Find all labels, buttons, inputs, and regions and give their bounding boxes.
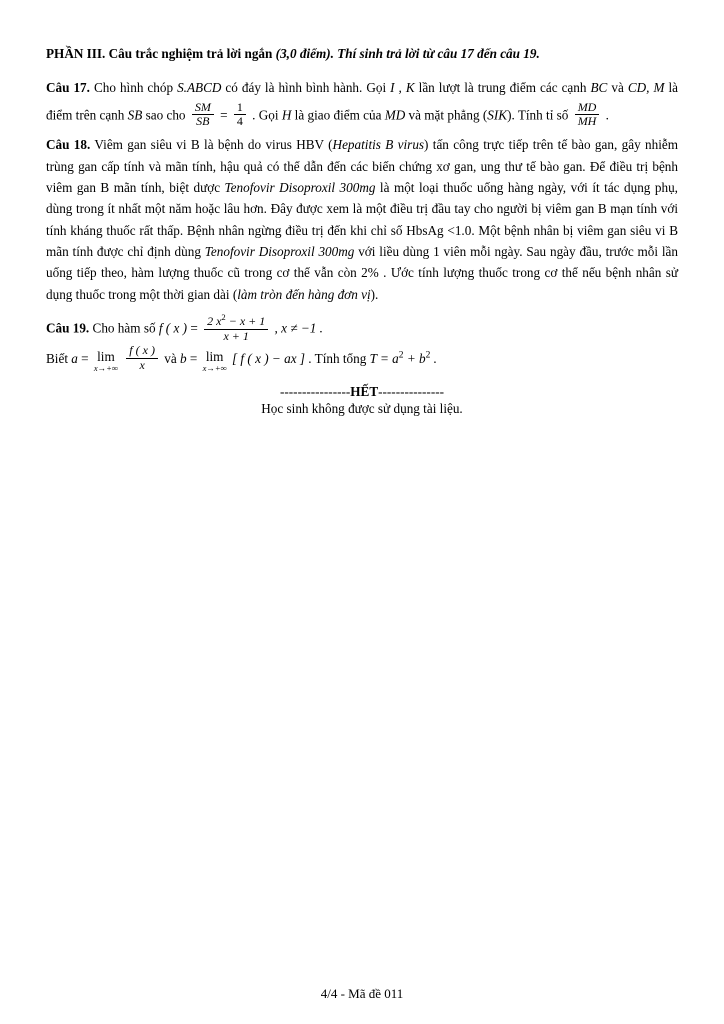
question-19-line-2 [46,345,678,374]
q17-paren-open: ( [482,106,488,122]
question-18 [46,134,678,305]
q19-frac-num-b: − x + 1 [225,314,266,329]
q17-frac2-denominator: 4 [234,114,246,129]
q19-equals: = [190,320,198,336]
q17-frac-numerator: SM [194,99,211,114]
q17-fraction-md-mh [575,101,600,130]
q17-math-sabcd: S.ABCD [177,80,222,96]
q17-equals: = [220,106,228,122]
q19-limit-2-op: lim [205,349,224,365]
q19-math-fx: f ( x ) [158,320,188,336]
q19-limit-2 [203,350,227,373]
q19-frac-num-exponent: 2 [221,312,226,323]
q17-frac3-denominator: MH [575,114,600,129]
q17-text-4: và [611,80,624,96]
question-18-label: Câu 18. [46,137,91,153]
q18-text-4: với liều dùng 1 viên mỗi ngày. Sau ngày đầu, trước mỗi lần uống tiếp theo, hàm lượng thuốc cũ trong cơ thể vẫn còn 2% . Ước tính lượng thuốc trong cơ thể nếu bệnh nhân sử dụng thuốc trong một thời gian dài ( [46,244,678,302]
q18-text-3: là một loại thuốc uống hàng ngày, với ít tác dụng phụ, dùng trong ít nhất một năm hoặc lâu hơn. Đây được xem là một điều trị đầu tay cho người bị viêm gan B mạn tính với tính kháng thuốc rất thấp. Bệnh nhân ngừng điều trị đến khi chỉ số HbsAg <1.0. Một bệnh nhân bị viêm gan siêu vi B mãn tính được chỉ định dùng [46,179,678,260]
q19-math-a: a [71,350,78,366]
q18-text-5: ). [370,286,379,302]
question-19-label: Câu 19. [46,320,90,336]
q17-frac3-numerator: MD [577,99,597,114]
q19-equals-1: = [81,350,89,366]
q17-fraction-sm-sb [192,101,214,130]
q19-T-a: T = a [369,350,399,366]
q17-text-7: Gọi [258,106,279,122]
q19-text-tinhtong: . Tính tổng [308,350,367,366]
end-marker-dashes-left: ---------------- [280,384,351,399]
q17-frac2-numerator: 1 [236,99,243,114]
q17-frac-denominator: SB [192,114,214,129]
q17-math-ik: I , K [390,80,415,96]
q19-text-biet: Biết [46,350,68,366]
q18-text-1: Viêm gan siêu vi B là bệnh do virus HBV ( [94,137,333,153]
q19-text-va: và [164,350,177,366]
q17-math-md: MD [384,106,406,122]
end-marker-text: HẾT [350,384,379,399]
q17-math-sb: SB [127,106,143,122]
section-heading-bold: PHẦN III. Câu trắc nghiệm trả lời ngắn [46,46,273,61]
q19-limit-1-sub: x→+∞ [93,362,118,373]
page-footer: 4/4 - Mã đề 011 [320,986,404,1001]
section-heading [46,44,678,63]
q19-math-T [370,351,437,366]
q18-italic-1: Hepatitis B virus [332,137,425,153]
q17-math-bc: BC [590,80,608,96]
q17-text-6: sao cho [145,106,186,122]
q19-limit-expression: [ f ( x ) − ax ] [231,350,305,366]
question-19-line-1 [46,314,678,345]
q17-text-2: có đáy là hình bình hành. Gọi [225,80,387,96]
q19-condition: , x ≠ −1 . [274,320,323,336]
q19-T-mid: + b [403,350,426,366]
question-17-label: Câu 17. [46,80,90,96]
q19-T-sup-1: 2 [398,350,404,361]
q17-math-cd: CD, [627,80,650,96]
q19-math-b: b [179,350,187,366]
q17-math-sik: SIK [487,106,508,122]
q17-text-3: lần lượt là trung điểm các cạnh [418,80,587,96]
q17-text-5: là điểm trên cạnh [46,80,679,122]
q17-period-1: . [252,106,256,122]
q19-T-sup-2: 2 [425,350,431,361]
q19-fraction-fx-over-x [126,344,158,373]
q17-math-m: M [653,80,665,96]
exam-notice: Học sinh không được sử dụng tài liệu. [261,401,463,416]
q19-frac-numerator [204,313,268,329]
q17-fraction-one-quarter [234,101,246,130]
end-marker [46,384,678,400]
q19-frac-num-a: 2 x [207,314,222,329]
q18-italic-3: Tenofovir Disoproxil 300mg [204,244,355,260]
section-heading-bold-italic: (3,0 điểm). Thí sinh trả lời từ câu 17 đến câu 19. [275,46,540,61]
q19-frac-denominator: x + 1 [204,329,268,344]
q17-period-2: . [605,106,609,122]
q19-text-1: Cho hàm số [92,320,156,336]
q18-italic-4: làm tròn đến hàng đơn vị [237,286,371,302]
q19-T-end: . [430,350,437,366]
q19-equals-2: = [189,350,198,366]
q18-text-2: ) tấn công trực tiếp trên tế bào gan, gây nhiễm trùng gan cấp tính và mãn tính, hậu quả có thể dẫn đến các biến chứng xơ gan, ung thư tế bào gan. Để điều trị bệnh viêm gan B mãn tính, biệt dược [46,137,678,195]
q19-frac2-denominator: x [126,358,158,373]
end-marker-dashes-right: --------------- [378,384,444,399]
q17-text-1: Cho hình chóp [93,80,174,96]
q17-text-8: là giao điểm của [294,106,382,122]
q19-fraction-fx [204,313,268,344]
q19-frac2-numerator: f ( x ) [129,343,155,358]
q19-limit-2-sub: x→+∞ [202,362,227,373]
q17-text-9: và mặt phẳng [408,106,480,122]
question-17 [46,75,678,130]
q18-italic-2: Tenofovir Disoproxil 300mg [224,179,376,195]
q19-limit-1 [94,350,118,373]
q17-text-10: ). Tính tỉ số [507,106,569,122]
q19-limit-1-op: lim [97,349,115,365]
q17-math-h: H [281,106,292,122]
